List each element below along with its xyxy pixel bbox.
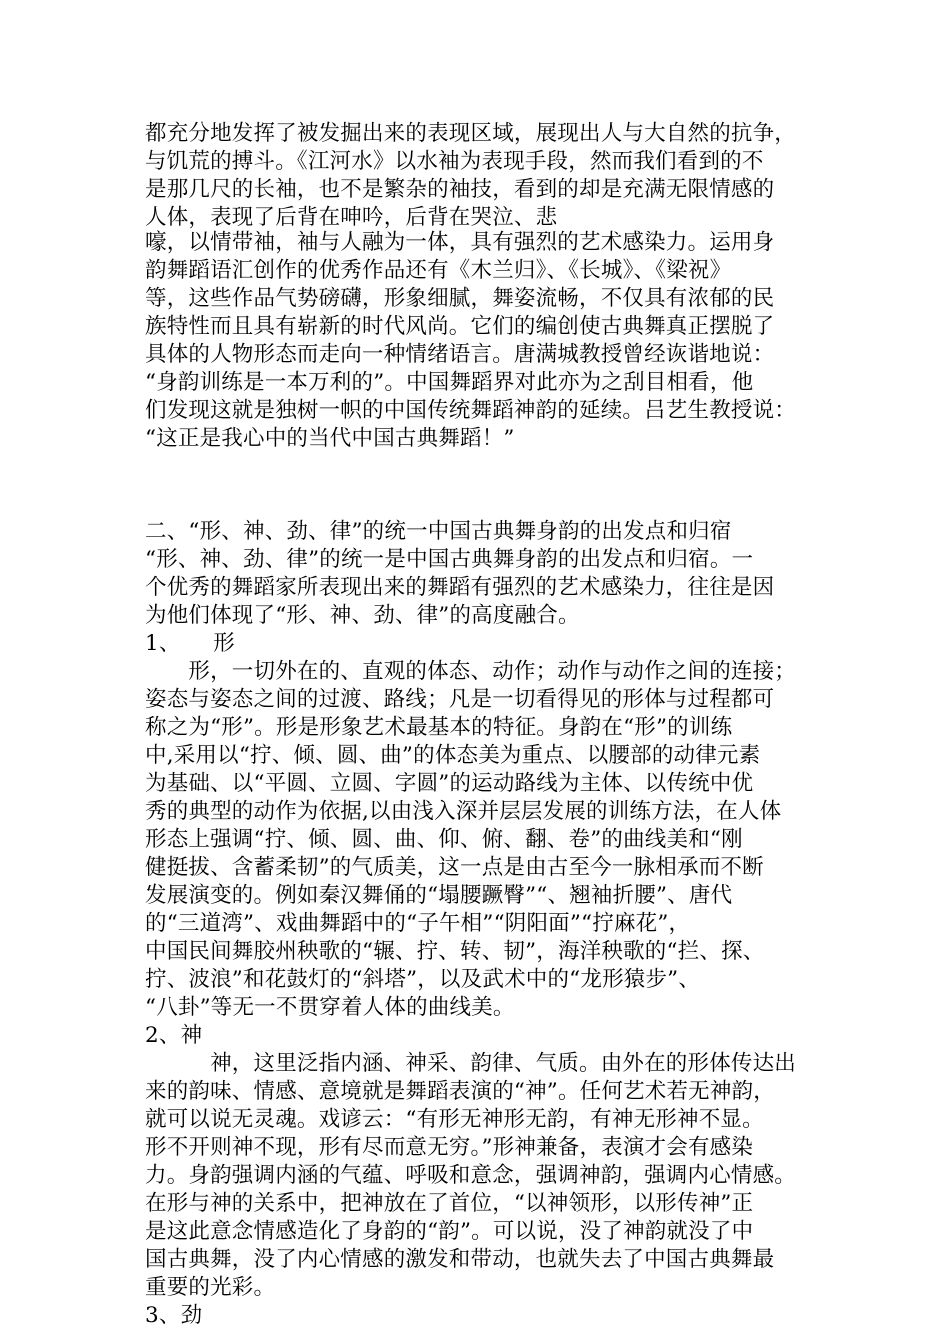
- text-line: 韵舞蹈语汇创作的优秀作品还有《木兰归》、《长城》、《梁祝》: [145, 258, 732, 283]
- text-line: 的“三道湾”、戏曲舞蹈中的“子午相”“阴阳面”“拧麻花”，: [145, 911, 691, 936]
- text-line: 重要的光彩。: [145, 1275, 276, 1300]
- text-line: 来的韵味、情感、意境就是舞蹈表演的“神”。任何艺术若无神韵，: [145, 1079, 775, 1104]
- text-line: 族特性而且具有崭新的时代风尚。它们的编创使古典舞真正摆脱了: [145, 314, 775, 339]
- text-line: 力。身韵强调内涵的气蕴、呼吸和意念，强调神韵，强调内心情感。: [145, 1163, 797, 1188]
- text-line: “这正是我心中的当代中国古典舞蹈！”: [145, 426, 515, 451]
- text-line: 是这此意念情感造化了身韵的“韵”。可以说，没了神韵就没了中: [145, 1219, 754, 1244]
- subsection-heading: 2、神: [145, 1023, 203, 1048]
- text-line: 具体的人物形态而走向一种情绪语言。唐满城教授曾经诙谐地说：: [145, 342, 775, 367]
- subsection-heading: 1、 形: [145, 631, 235, 656]
- text-line: 称之为“形”。形是形象艺术最基本的特征。身韵在“形”的训练: [145, 715, 733, 740]
- text-line: 嚎，以情带袖，袖与人融为一体，具有强烈的艺术感染力。运用身: [145, 230, 775, 255]
- text-line: 形态上强调“拧、倾、圆、曲、仰、俯、翻、卷”的曲线美和“刚: [145, 827, 743, 852]
- text-line: 中,采用以“拧、倾、圆、曲”的体态美为重点、以腰部的动律元素: [145, 743, 761, 768]
- subsection-heading: 3、劲: [145, 1303, 203, 1328]
- text-line: “形、神、劲、律”的统一是中国古典舞身韵的出发点和归宿。一: [145, 547, 754, 572]
- text-line: 拧、波浪”和花鼓灯的“斜塔”，以及武术中的“龙形猿步”、: [145, 967, 701, 992]
- section-heading: 二、“形、神、劲、律”的统一中国古典舞身韵的出发点和归宿: [145, 519, 732, 544]
- text-line: “身韵训练是一本万利的”。中国舞蹈界对此亦为之刮目相看，他: [145, 370, 754, 395]
- text-line: 在形与神的关系中，把神放在了首位，“以神领形，以形传神”正: [145, 1191, 754, 1216]
- text-line: 等，这些作品气势磅礴，形象细腻，舞姿流畅，不仅具有浓郁的民: [145, 286, 775, 311]
- text-line: 健挺拔、含蓄柔韧”的气质美，这一点是由古至今一脉相承而不断: [145, 855, 764, 880]
- text-line: 们发现这就是独树一帜的中国传统舞蹈神韵的延续。吕艺生教授说：: [145, 398, 797, 423]
- text-line: 发展演变的。例如秦汉舞俑的“塌腰蹶臀”“、翘袖折腰”、唐代: [145, 883, 733, 908]
- text-line: 中国民间舞胶州秧歌的“辗、拧、转、韧”，海洋秧歌的“拦、探、: [145, 939, 765, 964]
- text-line: 为基础、以“平圆、立圆、字圆”的运动路线为主体、以传统中优: [145, 771, 754, 796]
- text-line: 秀的典型的动作为依据,以由浅入深并层层发展的训练方法，在人体: [145, 799, 782, 824]
- text-line: 神，这里泛指内涵、神采、韵律、气质。由外在的形体传达出: [145, 1051, 797, 1076]
- text-line: 形不开则神不现，形有尽而意无穷。”形神兼备，表演才会有感染: [145, 1135, 754, 1160]
- text-line: “八卦”等无一不贯穿着人体的曲线美。: [145, 995, 515, 1020]
- text-line: 与饥荒的搏斗。《江河水》以水袖为表现手段，然而我们看到的不: [145, 149, 764, 174]
- text-line: 都充分地发挥了被发掘出来的表现区域，展现出人与大自然的抗争，: [145, 121, 797, 146]
- text-line: 是那几尺的长袖，也不是繁杂的袖技，看到的却是充满无限情感的: [145, 177, 775, 202]
- text-line: 为他们体现了“形、神、劲、律”的高度融合。: [145, 603, 580, 628]
- text-line: 就可以说无灵魂。戏谚云：“有形无神形无韵，有神无形神不显。: [145, 1107, 764, 1132]
- text-line: 人体，表现了后背在呻吟，后背在哭泣、悲: [145, 205, 558, 230]
- text-line: 个优秀的舞蹈家所表现出来的舞蹈有强烈的艺术感染力，往往是因: [145, 575, 775, 600]
- text-line: 国古典舞，没了内心情感的激发和带动，也就失去了中国古典舞最: [145, 1247, 775, 1272]
- text-line: 形，一切外在的、直观的体态、动作；动作与动作之间的连接；: [145, 659, 797, 684]
- text-line: 姿态与姿态之间的过渡、路线；凡是一切看得见的形体与过程都可: [145, 687, 775, 712]
